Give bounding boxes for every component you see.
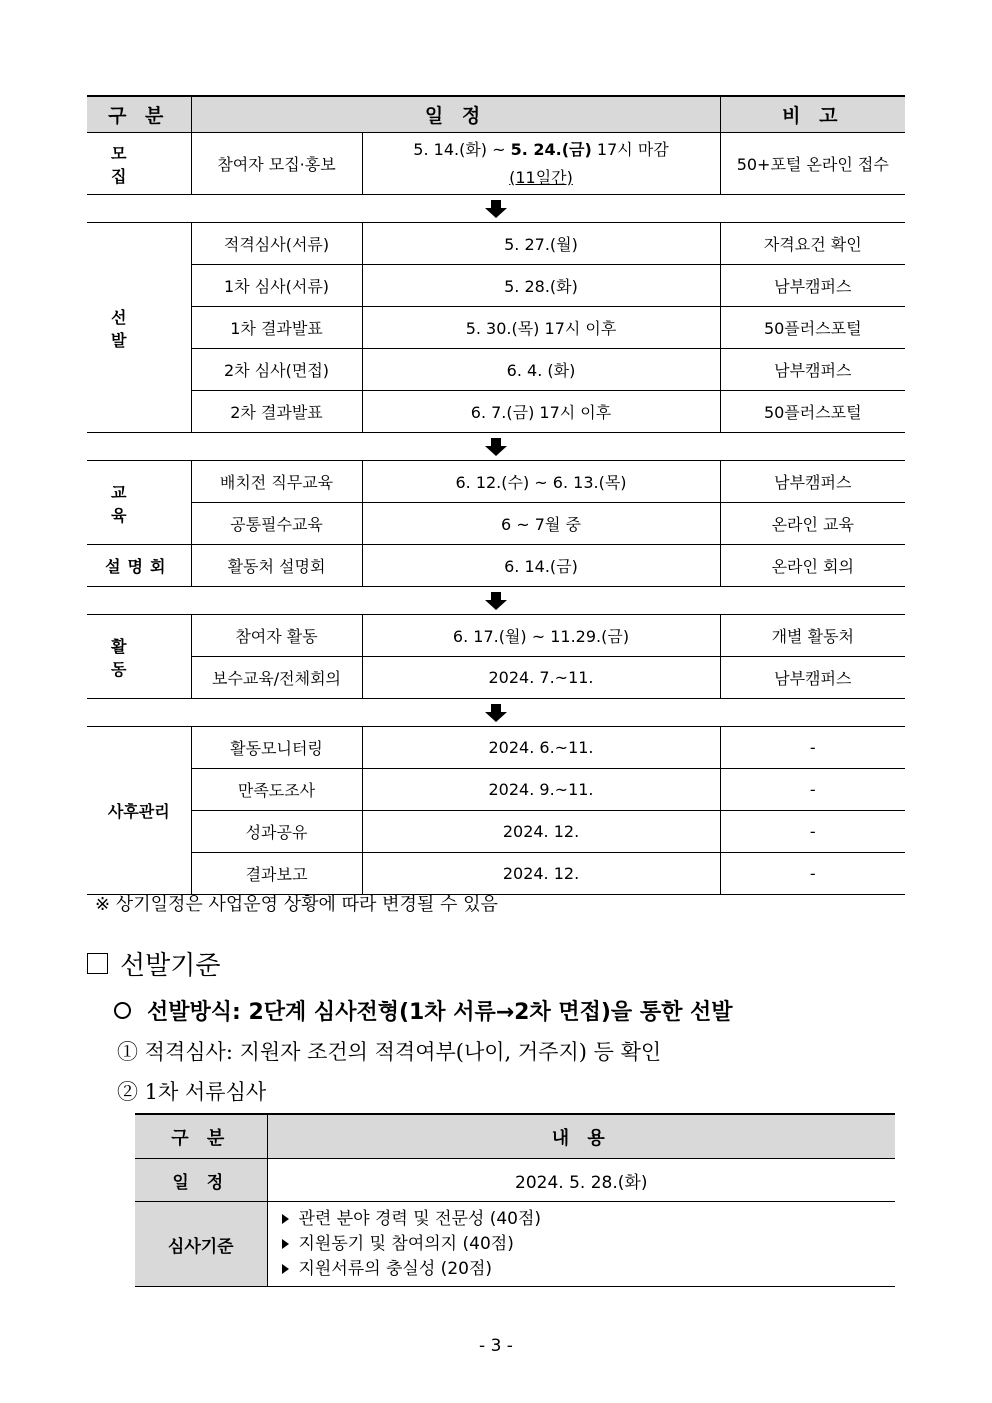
- date-after-1: 2024. 6.~11.: [362, 727, 720, 769]
- criteria-item-1: ① 적격심사: 지원자 조건의 적격여부(나이, 거주지) 등 확인: [117, 1040, 662, 1064]
- down-arrow-icon: [485, 200, 507, 218]
- row-briefing: [87, 545, 905, 587]
- item-edu-1: 배치전 직무교육: [191, 461, 362, 503]
- cat-briefing: [87, 545, 191, 587]
- review-schedule-value: 2024. 5. 28.(화): [267, 1159, 895, 1202]
- cat-recruit: [87, 133, 191, 195]
- item-activity-2: 보수교육/전체회의: [191, 657, 362, 699]
- row-select-1: [87, 223, 905, 265]
- header-remarks: 비 고: [720, 96, 905, 133]
- row-select-4: [87, 349, 905, 391]
- date-recruit-start: 5. 14.(화) ~: [413, 139, 511, 159]
- row-after-4: [87, 853, 905, 895]
- review-header-row: [135, 1114, 895, 1159]
- row-edu-1: [87, 461, 905, 503]
- item-select-4: 2차 심사(면접): [191, 349, 362, 391]
- arrow-row: [87, 195, 905, 223]
- note-activity-1: 개별 활동처: [720, 615, 905, 657]
- note-select-3: 50플러스포털: [720, 307, 905, 349]
- selection-method: [110, 995, 733, 1026]
- item-activity-1: 참여자 활동: [191, 615, 362, 657]
- note-edu-2: 온라인 교육: [720, 503, 905, 545]
- triangle-bullet-icon: [282, 1239, 289, 1249]
- note-select-4: 남부캠퍼스: [720, 349, 905, 391]
- header-category: 구 분: [87, 96, 191, 133]
- review-table: [135, 1113, 895, 1287]
- cat-edu-label: 교 육: [111, 482, 167, 525]
- note-select-5: 50플러스포털: [720, 391, 905, 433]
- row-select-2: [87, 265, 905, 307]
- date-recruit: [362, 133, 720, 195]
- cat-recruit-label: 모 집: [111, 143, 167, 186]
- note-after-2: -: [720, 769, 905, 811]
- note-select-1: 자격요건 확인: [720, 223, 905, 265]
- triangle-bullet-icon: [282, 1264, 289, 1274]
- row-after-3: [87, 811, 905, 853]
- selection-method-text: 선발방식: 2단계 심사전형(1차 서류→2차 면접)을 통한 선발: [147, 1000, 733, 1025]
- row-select-3: [87, 307, 905, 349]
- review-criteria-row: [135, 1202, 895, 1287]
- cat-activity: [87, 615, 191, 699]
- note-after-4: -: [720, 853, 905, 895]
- date-after-4: 2024. 12.: [362, 853, 720, 895]
- date-select-4: 6. 4. (화): [362, 349, 720, 391]
- item-select-5: 2차 결과발표: [191, 391, 362, 433]
- down-arrow-icon: [485, 592, 507, 610]
- section-heading: [87, 945, 220, 982]
- item-select-3: 1차 결과발표: [191, 307, 362, 349]
- date-select-1: 5. 27.(월): [362, 223, 720, 265]
- date-recruit-duration: (11일간): [509, 167, 573, 187]
- note-select-2: 남부캠퍼스: [720, 265, 905, 307]
- date-recruit-deadline: 17시 마감: [591, 139, 669, 159]
- down-arrow-icon: [485, 704, 507, 722]
- square-bullet-icon: [87, 953, 108, 974]
- item-after-1: 활동모니터링: [191, 727, 362, 769]
- down-arrow-icon: [485, 438, 507, 456]
- note-after-1: -: [720, 727, 905, 769]
- review-header-category: 구 분: [135, 1114, 267, 1159]
- date-recruit-end: 5. 24.(금): [510, 139, 592, 159]
- criteria-text: 지원동기 및 참여의지 (40점): [298, 1233, 514, 1254]
- note-after-3: -: [720, 811, 905, 853]
- row-after-1: [87, 727, 905, 769]
- item-after-4: 결과보고: [191, 853, 362, 895]
- date-after-2: 2024. 9.~11.: [362, 769, 720, 811]
- review-criteria-list: [267, 1202, 895, 1287]
- date-activity-1: 6. 17.(월) ~ 11.29.(금): [362, 615, 720, 657]
- criteria-item-2: ② 1차 서류심사: [117, 1080, 267, 1104]
- item-after-3: 성과공유: [191, 811, 362, 853]
- schedule-header-row: [87, 96, 905, 133]
- note-activity-2: 남부캠퍼스: [720, 657, 905, 699]
- review-criteria-label: 심사기준: [135, 1202, 267, 1287]
- cat-activity-label: 활 동: [111, 636, 167, 679]
- row-recruit: [87, 133, 905, 195]
- item-edu-2: 공통필수교육: [191, 503, 362, 545]
- schedule-note: ※ 상기일정은 사업운영 상황에 따라 변경될 수 있음: [95, 894, 498, 915]
- note-edu-1: 남부캠퍼스: [720, 461, 905, 503]
- row-activity-2: [87, 657, 905, 699]
- date-edu-2: 6 ~ 7월 중: [362, 503, 720, 545]
- circle-bullet-icon: [114, 1002, 131, 1019]
- header-schedule: 일 정: [191, 96, 720, 133]
- criteria-line: [282, 1232, 896, 1257]
- date-activity-2: 2024. 7.~11.: [362, 657, 720, 699]
- review-schedule-label: 일 정: [135, 1159, 267, 1202]
- cat-briefing-label: 설명회: [105, 557, 173, 576]
- cat-edu: [87, 461, 191, 545]
- date-select-5: 6. 7.(금) 17시 이후: [362, 391, 720, 433]
- criteria-line: [282, 1257, 896, 1282]
- item-select-2: 1차 심사(서류): [191, 265, 362, 307]
- cat-select: [87, 223, 191, 433]
- arrow-row: [87, 587, 905, 615]
- item-recruit: 참여자 모집·홍보: [191, 133, 362, 195]
- row-activity-1: [87, 615, 905, 657]
- row-select-5: [87, 391, 905, 433]
- row-after-2: [87, 769, 905, 811]
- date-briefing: 6. 14.(금): [362, 545, 720, 587]
- arrow-row: [87, 699, 905, 727]
- triangle-bullet-icon: [282, 1214, 289, 1224]
- criteria-line: [282, 1207, 896, 1232]
- item-after-2: 만족도조사: [191, 769, 362, 811]
- note-recruit: 50+포털 온라인 접수: [720, 133, 905, 195]
- date-after-3: 2024. 12.: [362, 811, 720, 853]
- criteria-text: 지원서류의 충실성 (20점): [298, 1258, 493, 1279]
- note-briefing: 온라인 회의: [720, 545, 905, 587]
- page-number: - 3 -: [479, 1336, 513, 1356]
- date-select-2: 5. 28.(화): [362, 265, 720, 307]
- item-briefing: 활동처 설명회: [191, 545, 362, 587]
- cat-select-label: 선 발: [111, 307, 167, 350]
- review-header-content: 내 용: [267, 1114, 895, 1159]
- date-select-3: 5. 30.(목) 17시 이후: [362, 307, 720, 349]
- date-edu-1: 6. 12.(수) ~ 6. 13.(목): [362, 461, 720, 503]
- section-title: 선발기준: [120, 951, 221, 981]
- cat-after: 사후관리: [87, 727, 191, 895]
- item-select-1: 적격심사(서류): [191, 223, 362, 265]
- row-edu-2: [87, 503, 905, 545]
- schedule-table: [87, 95, 905, 895]
- arrow-row: [87, 433, 905, 461]
- review-schedule-row: [135, 1159, 895, 1202]
- criteria-text: 관련 분야 경력 및 전문성 (40점): [298, 1208, 542, 1229]
